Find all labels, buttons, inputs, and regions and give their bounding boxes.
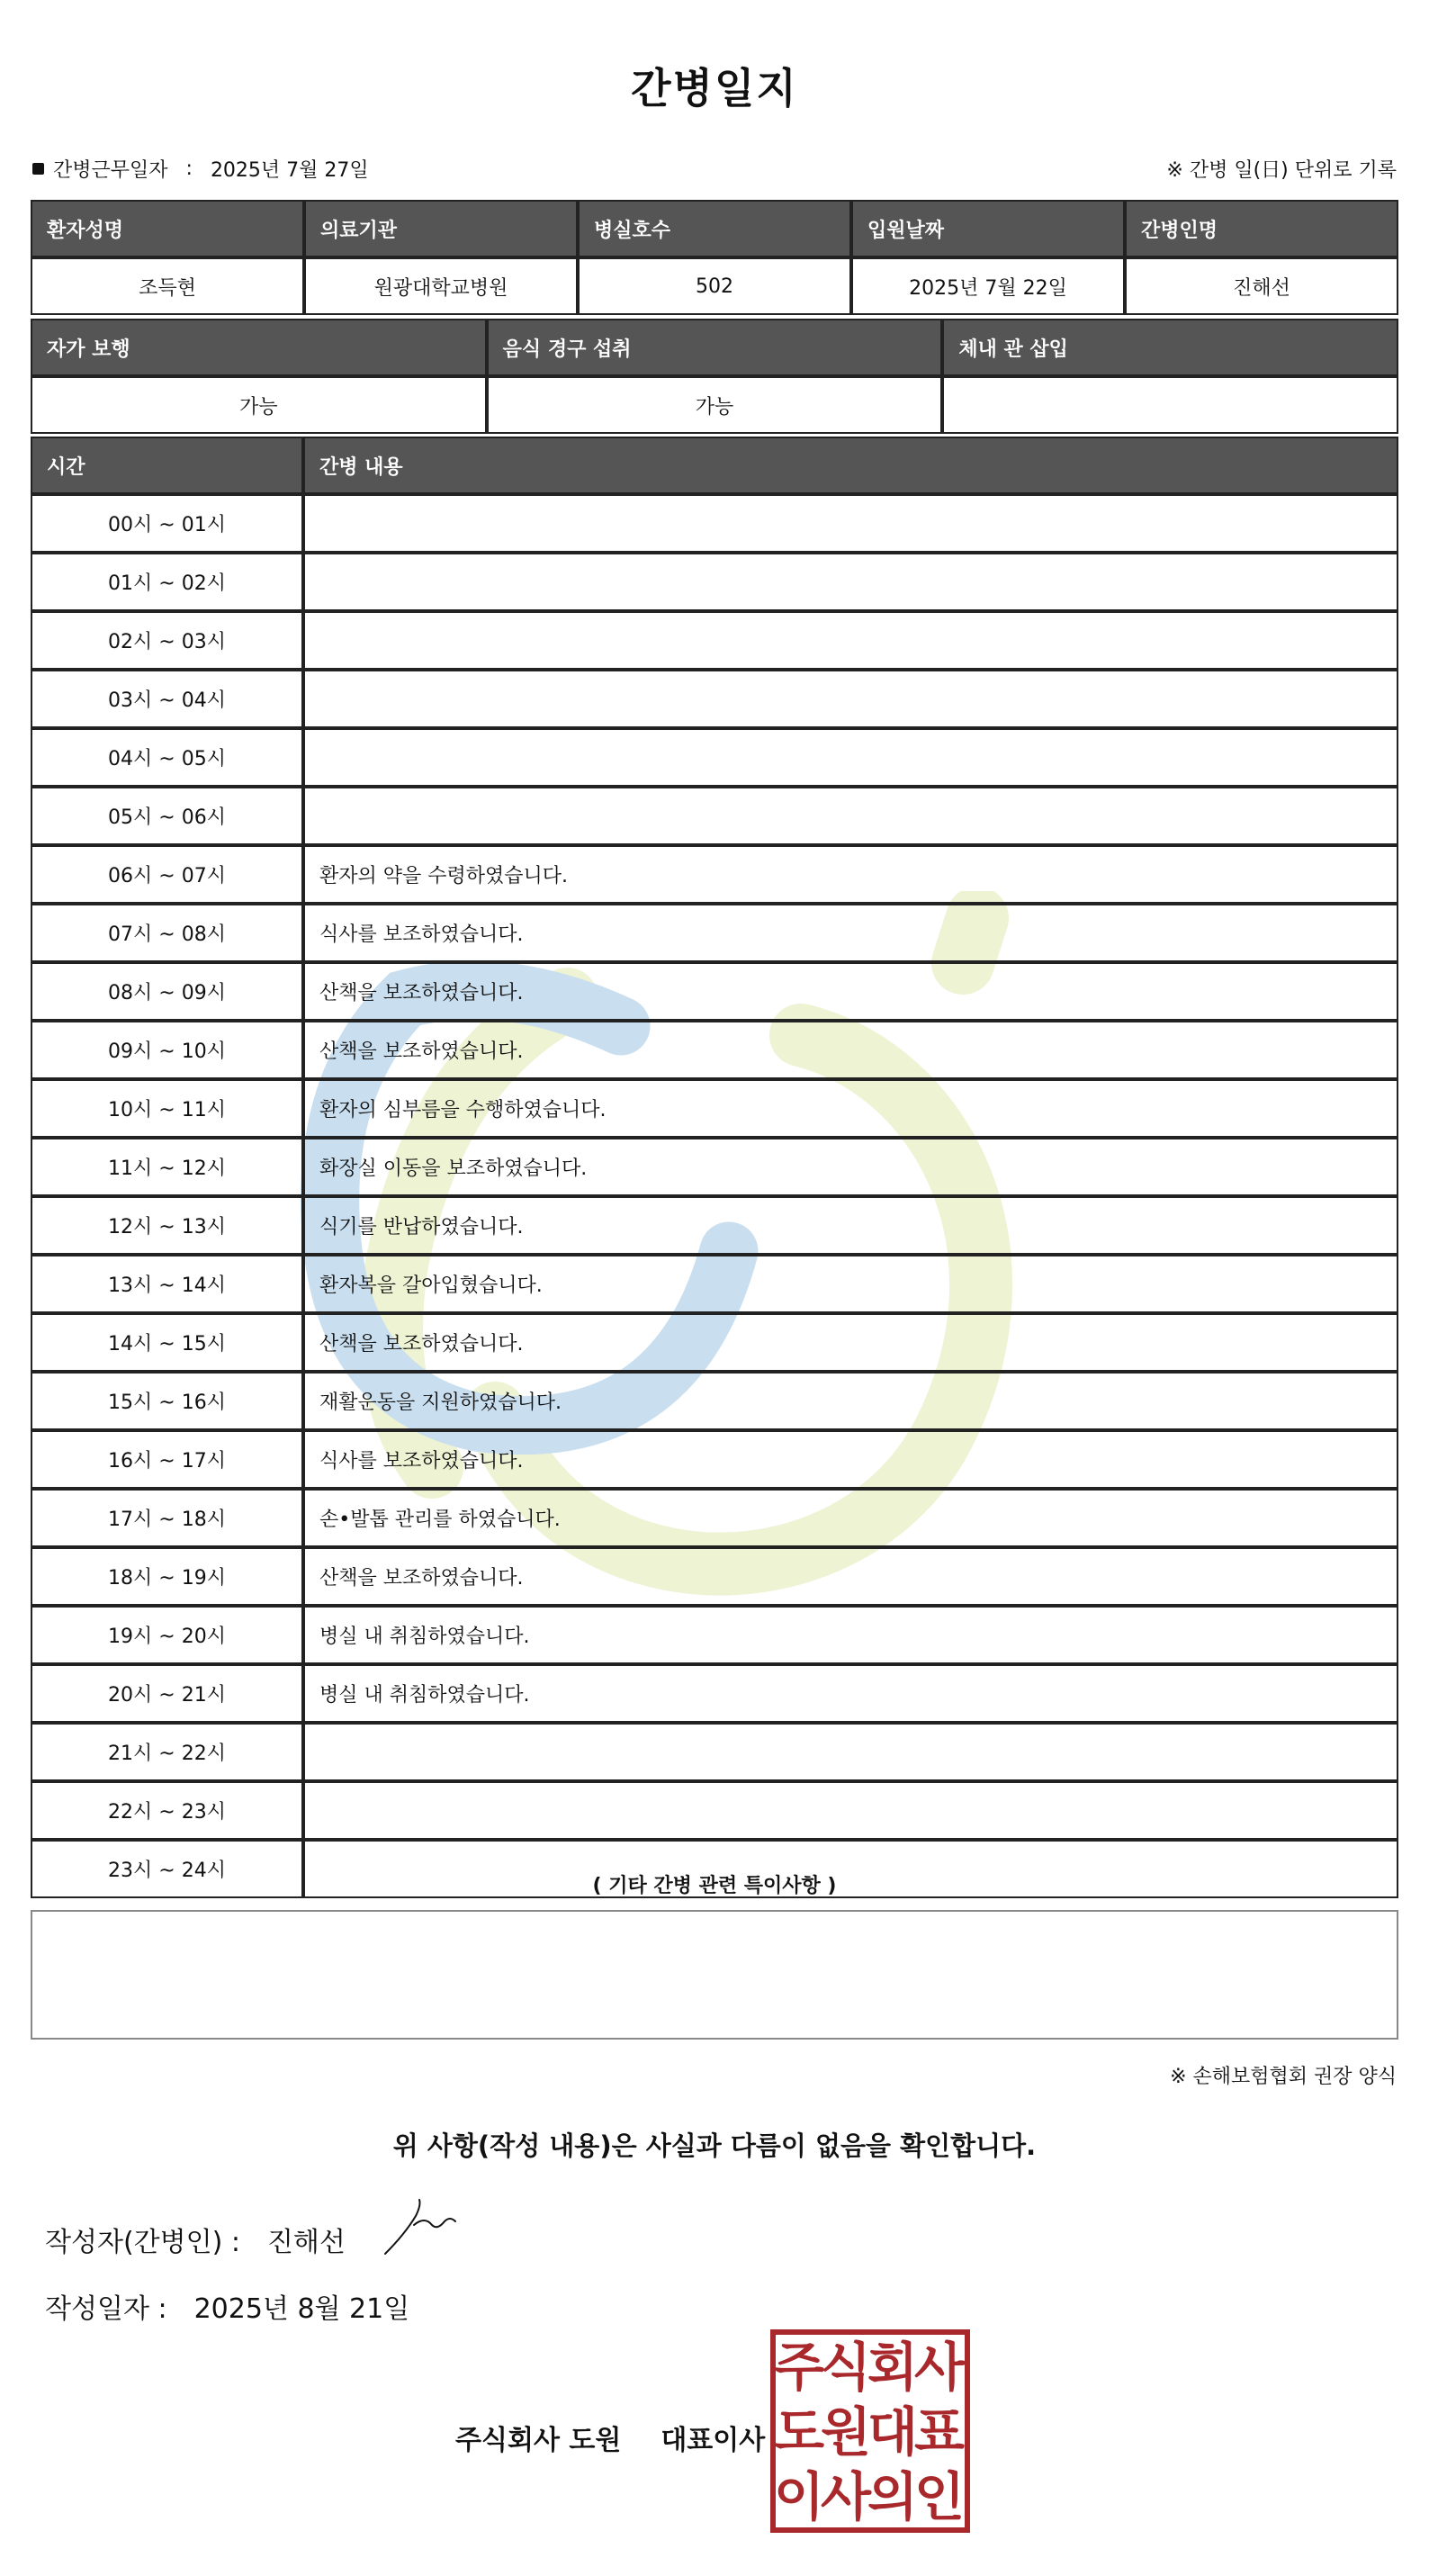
log-time: 11시 ~ 12시 [31,1138,303,1196]
log-row [31,611,1398,670]
header-self-walking: 자가 보행 [31,319,487,376]
written-date-value: 2025년 8월 21일 [193,2293,410,2325]
status-value-row [31,376,1398,434]
header-time: 시간 [31,437,303,494]
oral-intake: 가능 [487,376,943,434]
patient-info-value-row [31,257,1398,315]
log-content: 손•발톱 관리를 하였습니다. [303,1489,1398,1547]
log-time: 13시 ~ 14시 [31,1255,303,1313]
work-date-label: 간병근무일자 [53,159,168,182]
company-name: 주식회사 도원 [455,2425,622,2456]
caregiver-name: 진해선 [1125,257,1398,315]
notes-box [31,1910,1398,2040]
representative-title: 대표이사 [661,2425,766,2456]
log-row [31,670,1398,728]
log-row [31,904,1398,962]
log-content [303,670,1398,728]
patient-info-header-row [31,200,1398,257]
company-seal [770,2329,970,2533]
log-content: 환자복을 갈아입혔습니다. [303,1255,1398,1313]
log-row [31,1606,1398,1664]
seal-character: 식 [820,2337,872,2398]
log-content: 재활운동을 지원하였습니다. [303,1372,1398,1430]
seal-character: 사 [913,2337,966,2398]
seal-character: 사 [820,2466,872,2527]
log-content: 식사를 보조하였습니다. [303,1430,1398,1489]
log-time: 23시 ~ 24시 [31,1840,303,1898]
writer-name: 진해선 [266,2227,346,2258]
log-row [31,787,1398,845]
log-row [31,1430,1398,1489]
tube-insertion [942,376,1398,434]
log-row [31,845,1398,904]
log-content [303,494,1398,553]
log-content [303,611,1398,670]
seal-character: 의 [867,2466,919,2527]
signature [378,2189,468,2261]
log-content: 산책을 보조하였습니다. [303,1547,1398,1606]
log-row [31,962,1398,1021]
log-content [303,728,1398,787]
log-time: 02시 ~ 03시 [31,611,303,670]
log-content [303,787,1398,845]
log-time: 05시 ~ 06시 [31,787,303,845]
log-time: 01시 ~ 02시 [31,553,303,611]
log-row [31,1079,1398,1138]
header-care-content: 간병 내용 [303,437,1398,494]
log-row [31,1372,1398,1430]
header-patient-name: 환자성명 [31,200,304,257]
work-date-colon: : [185,158,193,180]
log-time: 08시 ~ 09시 [31,962,303,1021]
log-row [31,728,1398,787]
log-row [31,1723,1398,1781]
log-time: 20시 ~ 21시 [31,1664,303,1723]
header-room-number: 병실호수 [578,200,851,257]
log-time: 07시 ~ 08시 [31,904,303,962]
log-row [31,1781,1398,1840]
patient-name: 조득현 [31,257,304,315]
unit-note: ※ 간병 일(日) 단위로 기록 [1166,159,1397,182]
log-time: 15시 ~ 16시 [31,1372,303,1430]
log-row [31,1196,1398,1255]
log-time: 16시 ~ 17시 [31,1430,303,1489]
log-row [31,1138,1398,1196]
self-walking: 가능 [31,376,487,434]
log-time: 18시 ~ 19시 [31,1547,303,1606]
log-time: 14시 ~ 15시 [31,1313,303,1372]
patient-info-table [31,200,1398,315]
log-time: 21시 ~ 22시 [31,1723,303,1781]
log-row [31,1313,1398,1372]
written-date-line [45,2286,409,2326]
log-row [31,1664,1398,1723]
log-row [31,1547,1398,1606]
notes-heading: ( 기타 간병 관련 특이사항 ) [592,1875,837,1897]
header-oral-intake: 음식 경구 섭취 [487,319,943,376]
log-content: 병실 내 취침하였습니다. [303,1664,1398,1723]
log-header-row [31,437,1398,494]
hourly-log-table [31,437,1398,1898]
log-row [31,1021,1398,1079]
log-body [31,494,1398,1898]
log-time: 17시 ~ 18시 [31,1489,303,1547]
header-admission-date: 입원날짜 [851,200,1125,257]
header-caregiver-name: 간병인명 [1125,200,1398,257]
header-hospital: 의료기관 [304,200,578,257]
seal-character: 주 [773,2337,825,2398]
log-content: 식사를 보조하였습니다. [303,904,1398,962]
log-time: 19시 ~ 20시 [31,1606,303,1664]
written-date-label: 작성일자 : [45,2293,167,2325]
log-content: 식기를 반납하였습니다. [303,1196,1398,1255]
log-content [303,553,1398,611]
seal-character: 대 [867,2401,919,2463]
log-row [31,1255,1398,1313]
seal-character: 원 [820,2401,872,2463]
writer-label: 작성자(간병인) : [45,2227,240,2258]
log-content [303,1723,1398,1781]
header-tube-insertion: 체내 관 삽입 [942,319,1398,376]
log-content [303,1781,1398,1840]
patient-status-table [31,319,1398,434]
log-content: 산책을 보조하였습니다. [303,962,1398,1021]
log-time: 12시 ~ 13시 [31,1196,303,1255]
log-time: 04시 ~ 05시 [31,728,303,787]
log-content: 병실 내 취침하였습니다. [303,1606,1398,1664]
seal-character: 이 [773,2466,825,2527]
log-row [31,553,1398,611]
seal-character: 회 [867,2337,919,2398]
hospital: 원광대학교병원 [304,257,578,315]
log-content: 산책을 보조하였습니다. [303,1313,1398,1372]
log-content: 환자의 심부름을 수행하였습니다. [303,1079,1398,1138]
seal-character: 인 [913,2466,966,2527]
log-row [31,494,1398,553]
writer-line [45,2220,346,2259]
seal-character: 도 [773,2401,825,2463]
log-content: 산책을 보조하였습니다. [303,1021,1398,1079]
admission-date: 2025년 7월 22일 [851,257,1125,315]
log-time: 10시 ~ 11시 [31,1079,303,1138]
log-time: 00시 ~ 01시 [31,494,303,553]
log-time: 03시 ~ 04시 [31,670,303,728]
log-time: 09시 ~ 10시 [31,1021,303,1079]
log-time: 22시 ~ 23시 [31,1781,303,1840]
log-content: 화장실 이동을 보조하였습니다. [303,1138,1398,1196]
company-line [455,2418,765,2457]
seal-character: 표 [913,2401,966,2463]
document-title: 간병일지 [631,64,798,113]
log-time: 06시 ~ 07시 [31,845,303,904]
room-number: 502 [578,257,851,315]
log-row [31,1489,1398,1547]
association-note: ※ 손해보험협회 권장 양식 [1170,2066,1397,2088]
work-date [32,155,369,183]
log-content: 환자의 약을 수령하였습니다. [303,845,1398,904]
bullet-square-icon [32,163,44,175]
work-date-value: 2025년 7월 27일 [210,159,369,182]
confirmation-statement: 위 사항(작성 내용)은 사실과 다름이 없음을 확인합니다. [392,2130,1037,2161]
status-header-row [31,319,1398,376]
